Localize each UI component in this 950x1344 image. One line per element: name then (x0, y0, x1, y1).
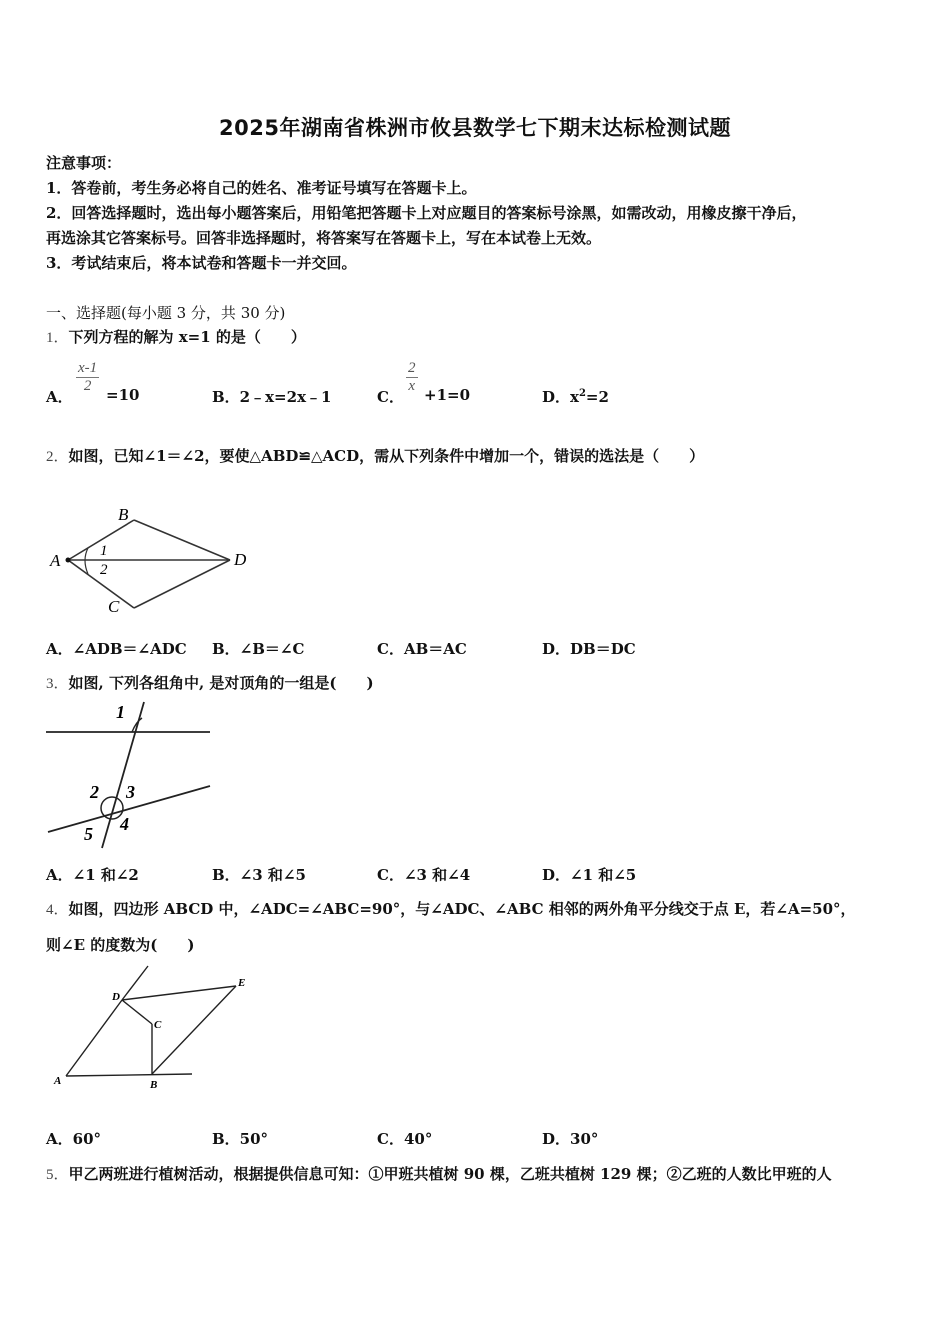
question-1 (46, 326, 306, 347)
q3-option-b: B．∠3 和∠5 (212, 866, 306, 884)
angle-2-label: 2 (100, 562, 108, 578)
segment-ad (66, 1000, 122, 1076)
q1-option-b: B．2﹣x=2x﹣1 (212, 388, 332, 406)
angle-arc (85, 548, 88, 574)
question-2 (46, 445, 704, 466)
fraction-numerator: x-1 (78, 360, 98, 376)
q4-option-d: D．30° (542, 1130, 599, 1148)
question-text: 如图，四边形 ABCD 中，∠ADC=∠ABC=90°，与∠ADC、∠ABC 相邻的两外角平分线交于点 E，若∠A=50°， (68, 900, 856, 918)
angle-5-label: 5 (84, 824, 93, 844)
q1-option-c-fraction (406, 360, 418, 395)
q1-option-c-rest: +1=0 (424, 386, 471, 404)
option-d-rest: =2 (585, 388, 609, 406)
angle-1-label: 1 (116, 702, 125, 722)
label-c: C (108, 597, 120, 616)
notice-item-3: 3．考试结束后，将本试卷和答题卡一并交回。 (46, 254, 357, 272)
question-number: 3． (46, 676, 69, 692)
label-a: A (50, 551, 61, 570)
q1-option-a-label: A． (46, 388, 73, 406)
label-d: D (112, 991, 120, 1003)
q4-option-b: B．50° (212, 1130, 269, 1148)
q1-option-a-fraction (76, 360, 99, 395)
question-number: 1． (46, 330, 69, 346)
page-title: 2025年湖南省株洲市攸县数学七下期末达标检测试题 (219, 116, 731, 140)
question-5 (46, 1163, 832, 1184)
segment-dc (122, 1000, 152, 1024)
notice-item-2-cont: 再选涂其它答案标号。回答非选择题时，将答案写在答题卡上，写在本试卷上无效。 (46, 229, 602, 247)
label-b: B (118, 505, 129, 524)
fraction-denominator: 2 (83, 378, 92, 394)
question-text: 甲乙两班进行植树活动，根据提供信息可知：①甲班共植树 90 棵，乙班共植树 129 棵；②乙班的人数比甲班的人 (68, 1165, 832, 1183)
q2-option-c: C．AB＝AC (377, 640, 467, 658)
angle-4-label: 4 (120, 814, 129, 834)
option-d-label: D．x (542, 388, 579, 406)
q4-option-c: C．40° (377, 1130, 433, 1148)
q2-figure (46, 500, 256, 618)
label-a: A (54, 1075, 62, 1087)
question-number: 5． (46, 1167, 69, 1183)
q1-option-a-rest: =10 (106, 386, 140, 404)
section-heading: 一、选择题(每小题 3 分，共 30 分) (46, 304, 286, 322)
q3-option-d: D．∠1 和∠5 (542, 866, 637, 884)
notice-heading: 注意事项： (46, 154, 122, 172)
q1-option-c-label: C． (377, 388, 404, 406)
segment-ad-ext (122, 966, 148, 1000)
label-b: B (150, 1079, 158, 1091)
label-c: C (154, 1019, 162, 1031)
q3-option-a: A．∠1 和∠2 (46, 866, 139, 884)
question-text: 下列方程的解为 x=1 的是（ ） (68, 328, 306, 346)
q2-option-d: D．DB＝DC (542, 640, 636, 658)
question-text: 如图，已知∠1＝∠2，要使△ABD≌△ACD，需从下列条件中增加一个，错误的选法是（ ） (68, 447, 705, 465)
fraction-denominator: x (408, 378, 416, 394)
question-number: 4． (46, 902, 69, 918)
fraction-numerator: 2 (408, 360, 416, 376)
q3-figure (44, 698, 214, 850)
point-a (66, 558, 71, 563)
question-text: 如图, 下列各组角中, 是对顶角的一组是( ) (68, 674, 374, 692)
segment-de (122, 986, 236, 1000)
q3-option-c: C．∠3 和∠4 (377, 866, 471, 884)
notice-item-1: 1．答卷前，考生务必将自己的姓名、准考证号填写在答题卡上。 (46, 179, 477, 197)
label-d: D (234, 550, 247, 569)
question-4-cont: 则∠E 的度数为( ) (46, 936, 195, 954)
option-d-exponent: 2 (578, 388, 586, 399)
q1-option-d (542, 386, 609, 407)
q4-option-a: A．60° (46, 1130, 102, 1148)
q2-option-b: B．∠B＝∠C (212, 640, 305, 658)
angle-1-label: 1 (100, 543, 108, 559)
q2-option-a: A．∠ADB＝∠ADC (46, 640, 187, 658)
segment-ab (66, 1074, 192, 1076)
question-4 (46, 898, 856, 919)
question-number: 2． (46, 449, 69, 465)
segment-cd (134, 560, 230, 608)
q4-figure (48, 962, 258, 1094)
question-3 (46, 672, 374, 693)
segment-be (152, 986, 236, 1074)
label-e: E (238, 977, 246, 989)
segment-bd (134, 520, 230, 560)
notice-item-2: 2．回答选择题时，选出每小题答案后，用铅笔把答题卡上对应题目的答案标号涂黑，如需改动，用橡皮擦干净后， (46, 204, 807, 222)
angle-3-label: 3 (126, 782, 135, 802)
angle-2-label: 2 (90, 782, 99, 802)
